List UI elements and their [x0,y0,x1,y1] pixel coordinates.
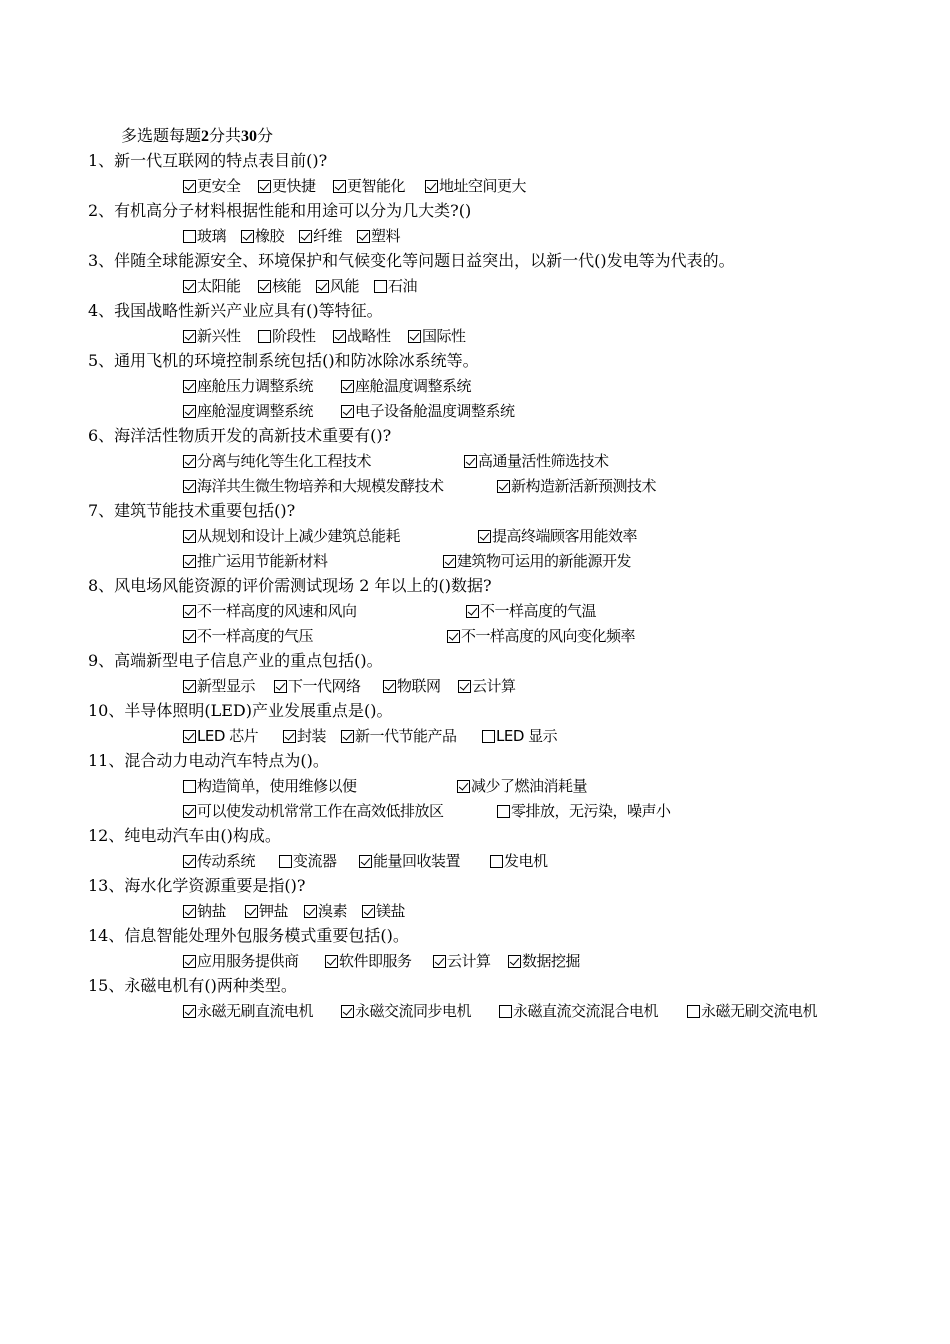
question-text: 12、纯电动汽车由()构成。 [88,826,281,845]
unchecked-box-icon[interactable] [279,855,292,868]
checked-box-icon[interactable] [497,480,510,493]
question-text: 11、混合动力电动汽车特点为()。 [88,751,329,770]
checked-box-icon[interactable] [464,455,477,468]
checked-box-icon[interactable] [458,680,471,693]
checked-box-icon[interactable] [383,680,396,693]
checked-box-icon[interactable] [241,230,254,243]
checkbox-option[interactable] [183,474,444,498]
option-label: LED 芯片 [197,727,259,745]
checked-box-icon[interactable] [333,180,346,193]
option-label: 永磁无刷直流电机 [197,1002,314,1020]
checkbox-option[interactable] [374,274,417,298]
option-label: 不一样高度的气压 [197,627,314,645]
option-label: 高通量活性筛选技术 [478,452,609,470]
checkbox-option[interactable] [341,399,515,423]
checked-box-icon[interactable] [183,380,196,393]
checked-box-icon[interactable] [183,330,196,343]
option-label: 发电机 [504,852,548,870]
option-label: 阶段性 [272,327,316,345]
checked-box-icon[interactable] [183,680,196,693]
checkbox-option[interactable] [183,174,241,198]
title-middle: 分共 [209,126,242,145]
checked-box-icon[interactable] [408,330,421,343]
checked-box-icon[interactable] [341,405,354,418]
checkbox-option[interactable] [299,224,342,248]
option-label: 地址空间更大 [439,177,527,195]
checked-box-icon[interactable] [183,480,196,493]
option-label: 新型显示 [197,677,256,695]
option-label: 云计算 [447,952,491,970]
option-label: 云计算 [472,677,516,695]
unchecked-box-icon[interactable] [497,805,510,818]
checkbox-option[interactable] [464,449,609,473]
checked-box-icon[interactable] [183,405,196,418]
checkbox-option[interactable] [362,899,405,923]
checkbox-option[interactable] [183,724,258,748]
checked-box-icon[interactable] [304,905,317,918]
option-label: 橡胶 [255,227,285,245]
option-label: 核能 [272,277,302,295]
checkbox-option[interactable] [258,174,316,198]
checked-box-icon[interactable] [274,680,287,693]
checked-box-icon[interactable] [183,555,196,568]
checked-box-icon[interactable] [316,280,329,293]
option-label: 建筑物可运用的新能源开发 [457,552,632,570]
checked-box-icon[interactable] [447,630,460,643]
option-label: 应用服务提供商 [197,952,299,970]
checkbox-option[interactable] [497,474,656,498]
title-suffix: 分 [257,126,274,145]
checked-box-icon[interactable] [508,955,521,968]
checkbox-option[interactable] [183,549,328,573]
checkbox-option[interactable] [283,724,326,748]
checkbox-option[interactable] [183,224,226,248]
option-label: 玻璃 [197,227,227,245]
checkbox-option[interactable] [183,524,400,548]
checkbox-option[interactable] [316,274,359,298]
checked-box-icon[interactable] [457,780,470,793]
checkbox-option[interactable] [183,999,313,1023]
title-total: 30 [241,128,258,145]
option-label: 风能 [330,277,360,295]
option-label: 下一代网络 [288,677,361,695]
checkbox-option[interactable] [383,674,441,698]
option-label: 国际性 [422,327,466,345]
option-label: 数据挖掘 [522,952,581,970]
option-label: 钾盐 [259,902,289,920]
option-label: 物联网 [397,677,441,695]
checked-box-icon[interactable] [357,230,370,243]
option-label: 能量回收装置 [373,852,461,870]
checkbox-option[interactable] [304,899,347,923]
checked-box-icon[interactable] [341,1005,354,1018]
checked-box-icon[interactable] [183,455,196,468]
unchecked-box-icon[interactable] [258,330,271,343]
option-label: 永磁交流同步电机 [355,1002,472,1020]
option-label: 封装 [297,727,327,745]
option-label: 海洋共生微生物培养和大规模发酵技术 [197,477,444,495]
checked-box-icon[interactable] [478,530,491,543]
checked-box-icon[interactable] [183,905,196,918]
option-label: 提高终端顾客用能效率 [492,527,638,545]
checkbox-option[interactable] [466,599,596,623]
checkbox-option[interactable] [687,999,817,1023]
option-label: 推广运用节能新材料 [197,552,328,570]
checked-box-icon[interactable] [183,630,196,643]
checked-box-icon[interactable] [183,955,196,968]
checked-box-icon[interactable] [333,330,346,343]
checkbox-option[interactable] [341,999,471,1023]
checkbox-option[interactable] [183,799,444,823]
title-prefix: 多选题每题 [121,126,202,145]
checked-box-icon[interactable] [183,605,196,618]
checkbox-option[interactable] [425,174,526,198]
checked-box-icon[interactable] [183,180,196,193]
unchecked-box-icon[interactable] [482,730,495,743]
checkbox-option[interactable] [183,324,241,348]
checkbox-option[interactable] [183,399,313,423]
question-text: 2、有机高分子材料根据性能和用途可以分为几大类?() [88,201,472,220]
option-label: 从规划和设计上减少建筑总能耗 [197,527,401,545]
option-label: 软件即服务 [339,952,412,970]
question-text: 8、风电场风能资源的评价需测试现场 2 年以上的()数据? [88,576,492,595]
checked-box-icon[interactable] [359,855,372,868]
option-label: 构造简单，使用维修以便 [197,777,357,795]
checkbox-option[interactable] [457,774,587,798]
option-label: 更安全 [197,177,241,195]
option-label: 可以使发动机常常工作在高效低排放区 [197,802,444,820]
checkbox-option[interactable] [458,674,516,698]
question-text: 1、新一代互联网的特点表目前()? [88,151,328,170]
option-label: 石油 [388,277,418,295]
question-text: 9、高端新型电子信息产业的重点包括()。 [88,651,383,670]
option-label: 电子设备舱温度调整系统 [355,402,515,420]
option-label: 镁盐 [376,902,406,920]
checked-box-icon[interactable] [183,730,196,743]
title-points-each: 2 [201,128,210,145]
option-label: 变流器 [293,852,337,870]
checkbox-option[interactable] [258,274,301,298]
checkbox-option[interactable] [258,324,316,348]
checkbox-option[interactable] [274,674,361,698]
checked-box-icon[interactable] [258,180,271,193]
checked-box-icon[interactable] [362,905,375,918]
option-label: 溴素 [318,902,348,920]
checked-box-icon[interactable] [341,730,354,743]
checkbox-option[interactable] [183,599,357,623]
unchecked-box-icon[interactable] [687,1005,700,1018]
option-label: 更快捷 [272,177,316,195]
checked-box-icon[interactable] [245,905,258,918]
checked-box-icon[interactable] [183,805,196,818]
checked-box-icon[interactable] [443,555,456,568]
checkbox-option[interactable] [357,224,400,248]
option-label: 永磁无刷交流电机 [701,1002,818,1020]
checkbox-option[interactable] [443,549,631,573]
checkbox-option[interactable] [490,849,548,873]
question-text: 15、永磁电机有()两种类型。 [88,976,297,995]
checked-box-icon[interactable] [183,1005,196,1018]
checkbox-option[interactable] [183,274,241,298]
question-text: 4、我国战略性新兴产业应具有()等特征。 [88,301,383,320]
checked-box-icon[interactable] [183,530,196,543]
checkbox-option[interactable] [497,799,671,823]
option-label: 新构造新活新预测技术 [511,477,657,495]
question-text: 3、伴随全球能源安全、环境保护和气候变化等问题日益突出，以新一代()发电等为代表的。 [88,251,735,270]
option-label: 新兴性 [197,327,241,345]
checkbox-option[interactable] [245,899,288,923]
checkbox-option[interactable] [359,849,460,873]
checkbox-option[interactable] [183,899,226,923]
option-label: LED 显示 [496,727,558,745]
option-label: 战略性 [347,327,391,345]
checkbox-option[interactable] [499,999,658,1023]
unchecked-box-icon[interactable] [183,780,196,793]
checked-box-icon[interactable] [325,955,338,968]
checked-box-icon[interactable] [341,380,354,393]
option-label: 钠盐 [197,902,227,920]
option-label: 座舱温度调整系统 [355,377,472,395]
option-label: 永磁直流交流混合电机 [513,1002,659,1020]
checked-box-icon[interactable] [433,955,446,968]
option-label: 太阳能 [197,277,241,295]
checked-box-icon[interactable] [183,280,196,293]
checkbox-option[interactable] [433,949,491,973]
checkbox-option[interactable] [183,624,313,648]
option-label: 减少了燃油消耗量 [471,777,588,795]
unchecked-box-icon[interactable] [183,230,196,243]
checkbox-option[interactable] [333,174,405,198]
checkbox-option[interactable] [508,949,580,973]
option-label: 传动系统 [197,852,256,870]
checked-box-icon[interactable] [183,855,196,868]
checkbox-option[interactable] [482,724,557,748]
checkbox-option[interactable] [447,624,635,648]
checked-box-icon[interactable] [425,180,438,193]
checkbox-option[interactable] [341,724,457,748]
checkbox-option[interactable] [183,374,313,398]
checkbox-option[interactable] [183,449,371,473]
checked-box-icon[interactable] [466,605,479,618]
checked-box-icon[interactable] [283,730,296,743]
checkbox-option[interactable] [341,374,471,398]
option-label: 不一样高度的风速和风向 [197,602,357,620]
section-title [121,124,273,149]
option-label: 座舱湿度调整系统 [197,402,314,420]
unchecked-box-icon[interactable] [499,1005,512,1018]
option-label: 座舱压力调整系统 [197,377,314,395]
checkbox-option[interactable] [478,524,637,548]
checkbox-option[interactable] [241,224,284,248]
unchecked-box-icon[interactable] [490,855,503,868]
checkbox-option[interactable] [325,949,412,973]
option-label: 更智能化 [347,177,406,195]
option-label: 分离与纯化等生化工程技术 [197,452,372,470]
option-label: 不一样高度的气温 [480,602,597,620]
option-label: 零排放，无污染，噪声小 [511,802,671,820]
question-text: 14、信息智能处理外包服务模式重要包括()。 [88,926,409,945]
option-label: 塑料 [371,227,401,245]
checkbox-option[interactable] [183,674,255,698]
question-text: 6、海洋活性物质开发的高新技术重要有()? [88,426,392,445]
checked-box-icon[interactable] [258,280,271,293]
option-label: 不一样高度的风向变化频率 [461,627,636,645]
question-text: 13、海水化学资源重要是指()? [88,876,306,895]
checkbox-option[interactable] [408,324,466,348]
checkbox-option[interactable] [183,849,255,873]
checked-box-icon[interactable] [299,230,312,243]
checkbox-option[interactable] [183,774,357,798]
checkbox-option[interactable] [183,949,299,973]
option-label: 纤维 [313,227,343,245]
checkbox-option[interactable] [279,849,337,873]
question-text: 7、建筑节能技术重要包括()? [88,501,296,520]
checkbox-option[interactable] [333,324,391,348]
question-text: 5、通用飞机的环境控制系统包括()和防冰除冰系统等。 [88,351,479,370]
option-label: 新一代节能产品 [355,727,457,745]
unchecked-box-icon[interactable] [374,280,387,293]
question-text: 10、半导体照明(LED)产业发展重点是()。 [88,701,393,720]
